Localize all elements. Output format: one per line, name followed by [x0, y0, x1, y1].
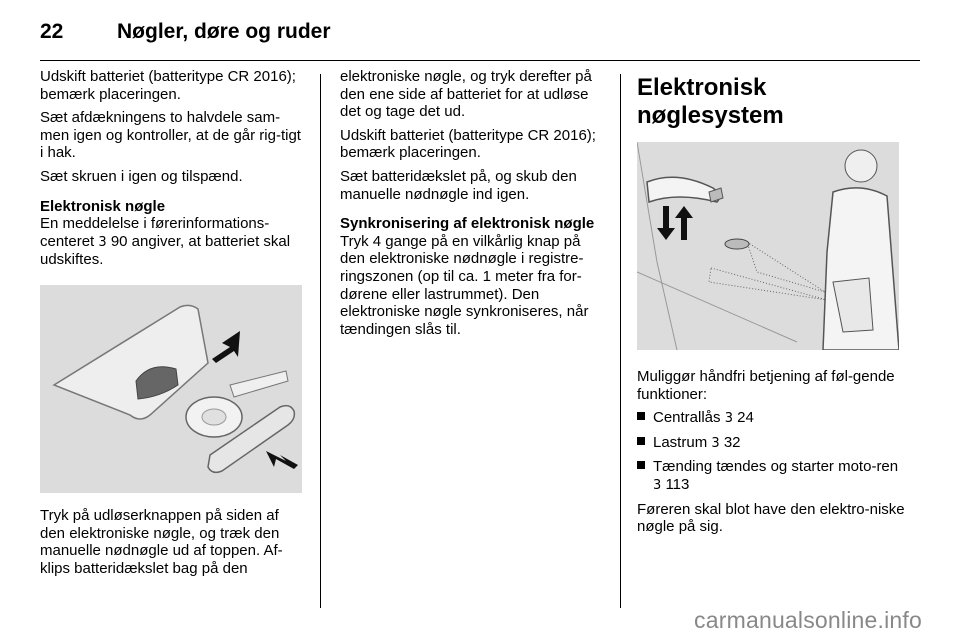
column-3 [637, 64, 909, 542]
page-ref-arrow-icon[interactable]: 3 [724, 411, 733, 427]
battery-cover-illustration [40, 285, 302, 493]
bullet-icon [637, 437, 645, 445]
paragraph: elektroniske nøgle, og tryk derefter på den ene side af batteriet for at udløse det og tage det ud. [340, 68, 592, 121]
door-handle-drawing [637, 142, 899, 350]
page-header [40, 14, 920, 58]
text-span: En meddelelse i førerinformations-centeret [40, 215, 270, 250]
header-divider [40, 60, 920, 61]
paragraph: Tryk på udløserknappen på siden af den elektroniske nøgle, og træk den manuelle nødnøgle ud af toppen. Af-klips batteridækslet bag på den [40, 506, 283, 577]
chapter-title: Nøgler, døre og ruder [117, 20, 331, 43]
section-heading: Synkronisering af elektronisk nøgle [340, 215, 595, 233]
paragraph [40, 215, 306, 269]
page-ref-number[interactable]: 24 [737, 409, 754, 427]
paragraph: Muliggør håndfri betjening af føl-gende funktioner: [637, 368, 895, 403]
paragraph: Udskift batteriet (batteritype CR 2016); bemærk placeringen. [340, 126, 596, 162]
keyless-system-illustration [637, 142, 899, 350]
column-divider-2 [620, 74, 621, 608]
page-ref-number[interactable]: 32 [723, 433, 741, 451]
section-heading: Elektronisk nøgle [40, 197, 166, 215]
paragraph: Tryk 4 gange på en vilkårlig knap på den elektroniske nødnøgle i registre-ringszonen (op til ca. 1 meter fra for-dørene eller lastrummet). Den elektroniske nøgle synkroniseres, når tændingen slås til. [340, 232, 589, 338]
list-item-text: Lastrum [653, 433, 708, 451]
page-number: 22 [40, 20, 64, 43]
list-item [637, 458, 909, 494]
list-item-text: Tænding tændes og starter moto-ren [653, 458, 899, 476]
list-item [637, 409, 909, 428]
text-span: 90 angiver, at batteriet skal udskiftes. [40, 232, 291, 269]
bullet-icon [637, 461, 645, 469]
key-disassembly-drawing [40, 285, 302, 493]
section-title: Elektronisk nøglesystem [637, 74, 784, 129]
watermark: carmanualsonline.info [694, 607, 922, 633]
page-ref-number[interactable]: 113 [665, 475, 690, 493]
page-ref-arrow-icon[interactable]: 3 [711, 435, 720, 451]
paragraph: Sæt batteridækslet på, og skub den manuelle nødnøgle ind igen. [340, 167, 577, 203]
bullet-icon [637, 412, 645, 420]
column-divider-1 [320, 74, 321, 608]
page-ref-arrow-icon[interactable]: 3 [98, 234, 107, 250]
paragraph: Udskift batteriet (batteritype CR 2016); bemærk placeringen. [40, 68, 296, 103]
paragraph: Sæt skruen i igen og tilspænd. [40, 167, 243, 185]
list-item [637, 434, 909, 453]
paragraph: Sæt afdækningens to halvdele sam-men igen og kontroller, at de går rig-tigt i hak. [40, 109, 301, 162]
column-2 [340, 68, 608, 344]
column-1 [40, 68, 306, 583]
paragraph: Føreren skal blot have den elektro-niske nøgle på sig. [637, 500, 905, 536]
page-ref-arrow-icon[interactable]: 3 [653, 477, 662, 493]
feature-list [637, 409, 909, 494]
list-item-text: Centrallås [653, 409, 721, 427]
